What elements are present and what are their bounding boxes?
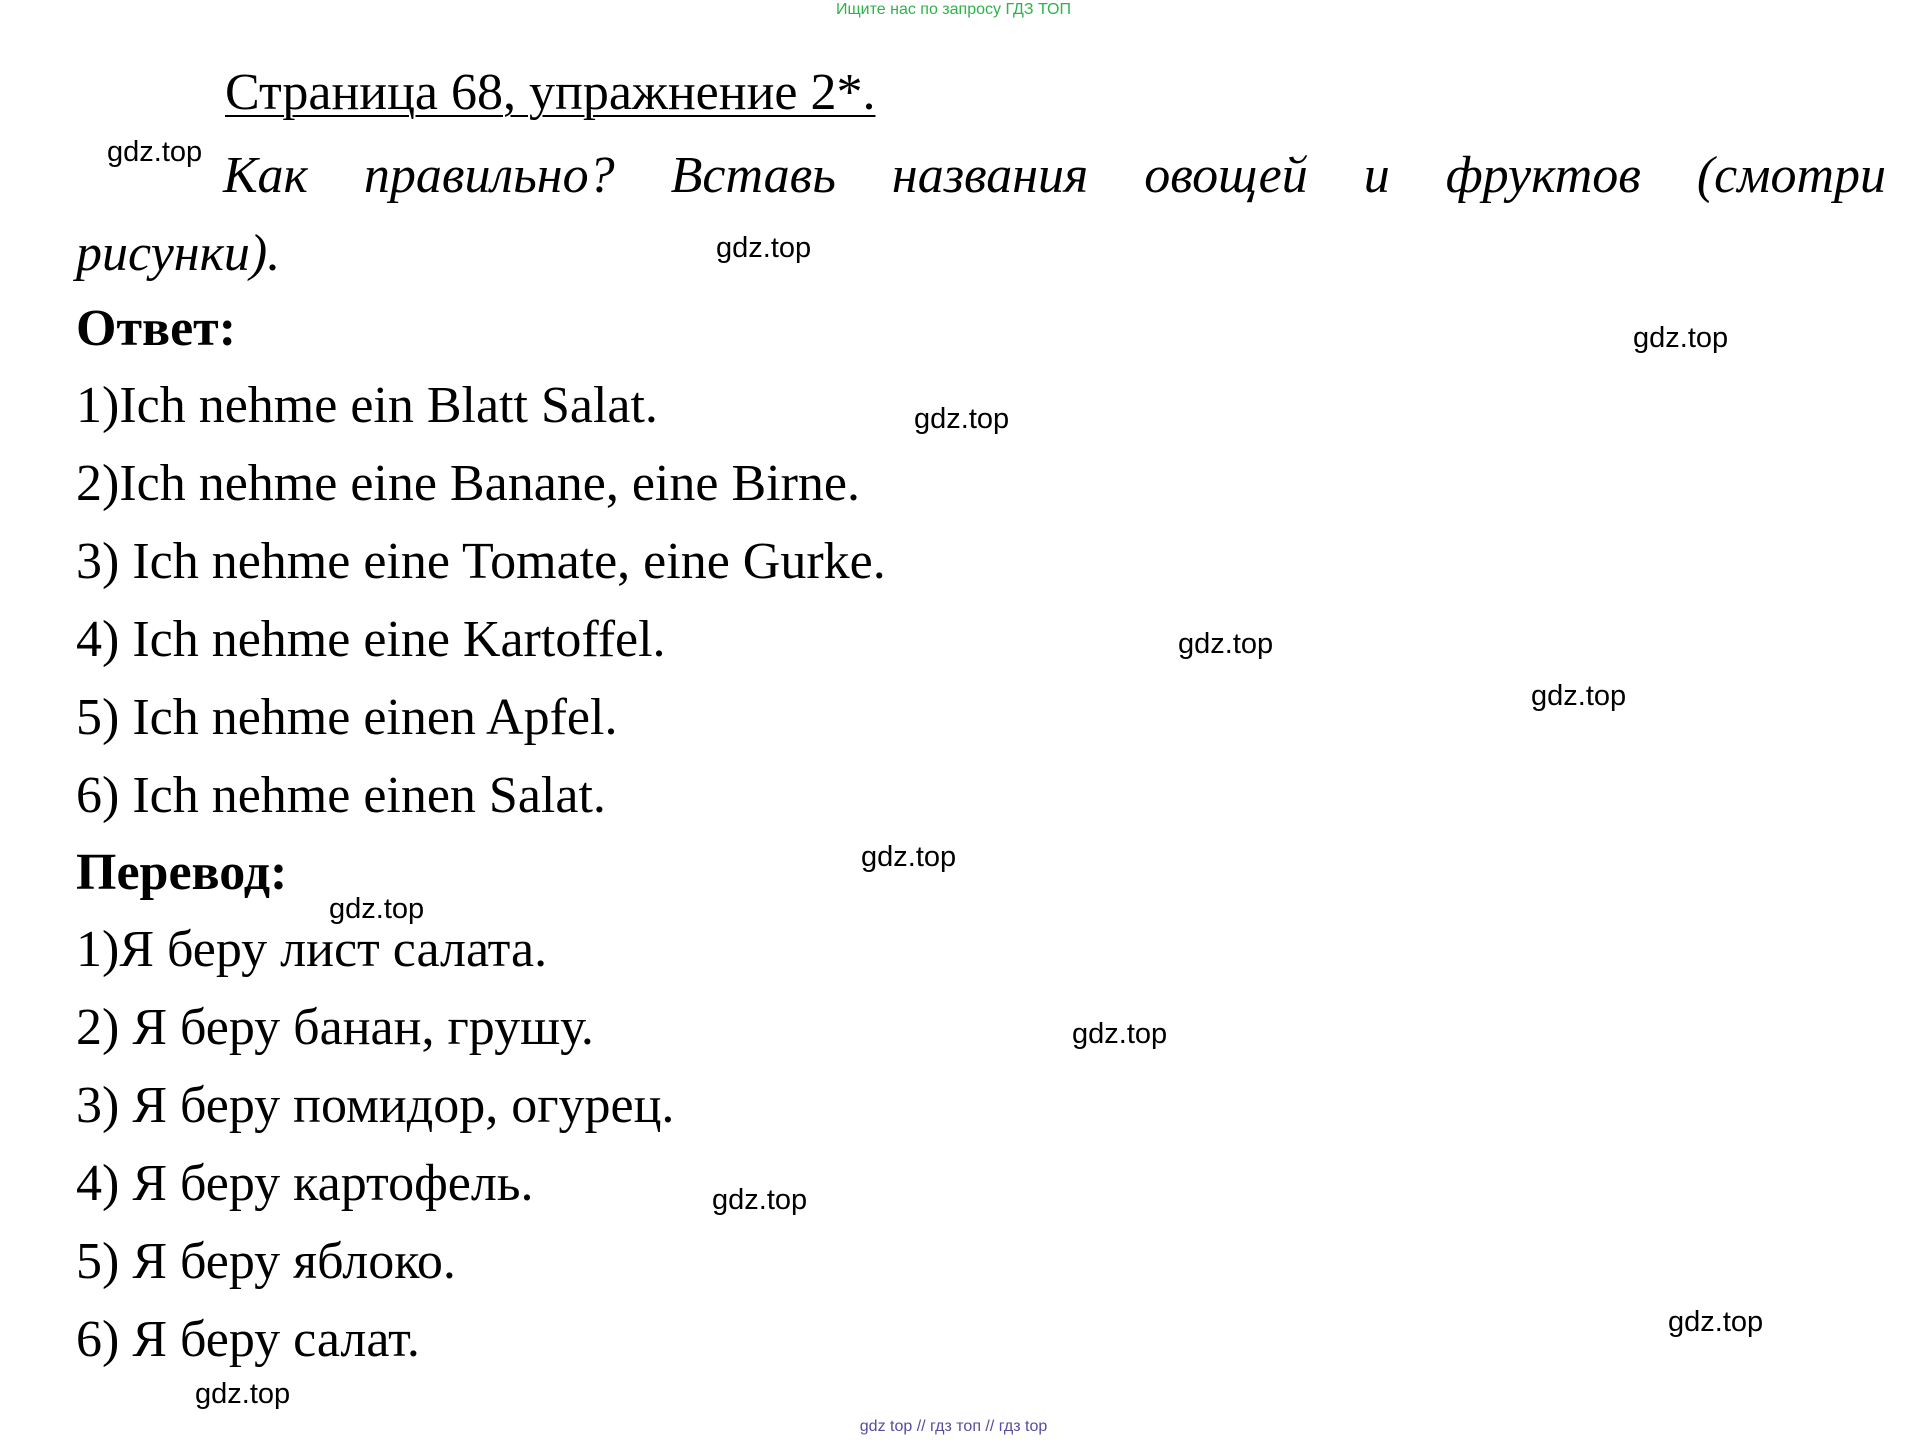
- answer-line-4: 4) Ich nehme eine Kartoffel.: [76, 611, 666, 668]
- translation-line-3: 3) Я беру помидор, огурец.: [76, 1077, 675, 1134]
- translation-line-6: 6) Я беру салат.: [76, 1311, 420, 1368]
- watermark: gdz.top: [712, 1184, 808, 1216]
- watermark: gdz.top: [107, 136, 203, 168]
- answer-heading: Ответ:: [76, 300, 237, 357]
- watermark: gdz.top: [716, 232, 812, 264]
- page-title: Страница 68, упражнение 2*.: [225, 64, 876, 121]
- answer-line-1: 1)Ich nehme ein Blatt Salat.: [76, 377, 658, 434]
- watermark: gdz.top: [1178, 628, 1274, 660]
- answer-line-6: 6) Ich nehme einen Salat.: [76, 767, 606, 824]
- answer-line-3: 3) Ich nehme eine Tomate, eine Gurke.: [76, 533, 886, 590]
- translation-line-4: 4) Я беру картофель.: [76, 1155, 534, 1212]
- watermark: gdz.top: [329, 893, 425, 925]
- watermark: gdz.top: [195, 1378, 291, 1410]
- task-text: Как правильно? Вставь названия овощей и фруктов (смотри рисунки).: [76, 147, 1886, 282]
- translation-heading: Перевод:: [76, 844, 288, 901]
- translation-line-5: 5) Я беру яблоко.: [76, 1233, 456, 1290]
- translation-line-1: 1)Я беру лист салата.: [76, 921, 548, 978]
- watermark: gdz.top: [1531, 680, 1627, 712]
- top-banner: Ищите нас по запросу ГДЗ ТОП: [836, 1, 1071, 18]
- bottom-banner: gdz top // гдз топ // гдз top: [859, 1418, 1048, 1435]
- watermark: gdz.top: [1633, 322, 1729, 354]
- watermark: gdz.top: [1072, 1018, 1168, 1050]
- answer-line-5: 5) Ich nehme einen Apfel.: [76, 689, 618, 746]
- translation-line-2: 2) Я беру банан, грушу.: [76, 999, 594, 1056]
- answer-line-2: 2)Ich nehme eine Banane, eine Birne.: [76, 455, 860, 512]
- watermark: gdz.top: [861, 841, 957, 873]
- watermark: gdz.top: [1668, 1306, 1764, 1338]
- watermark: gdz.top: [914, 403, 1010, 435]
